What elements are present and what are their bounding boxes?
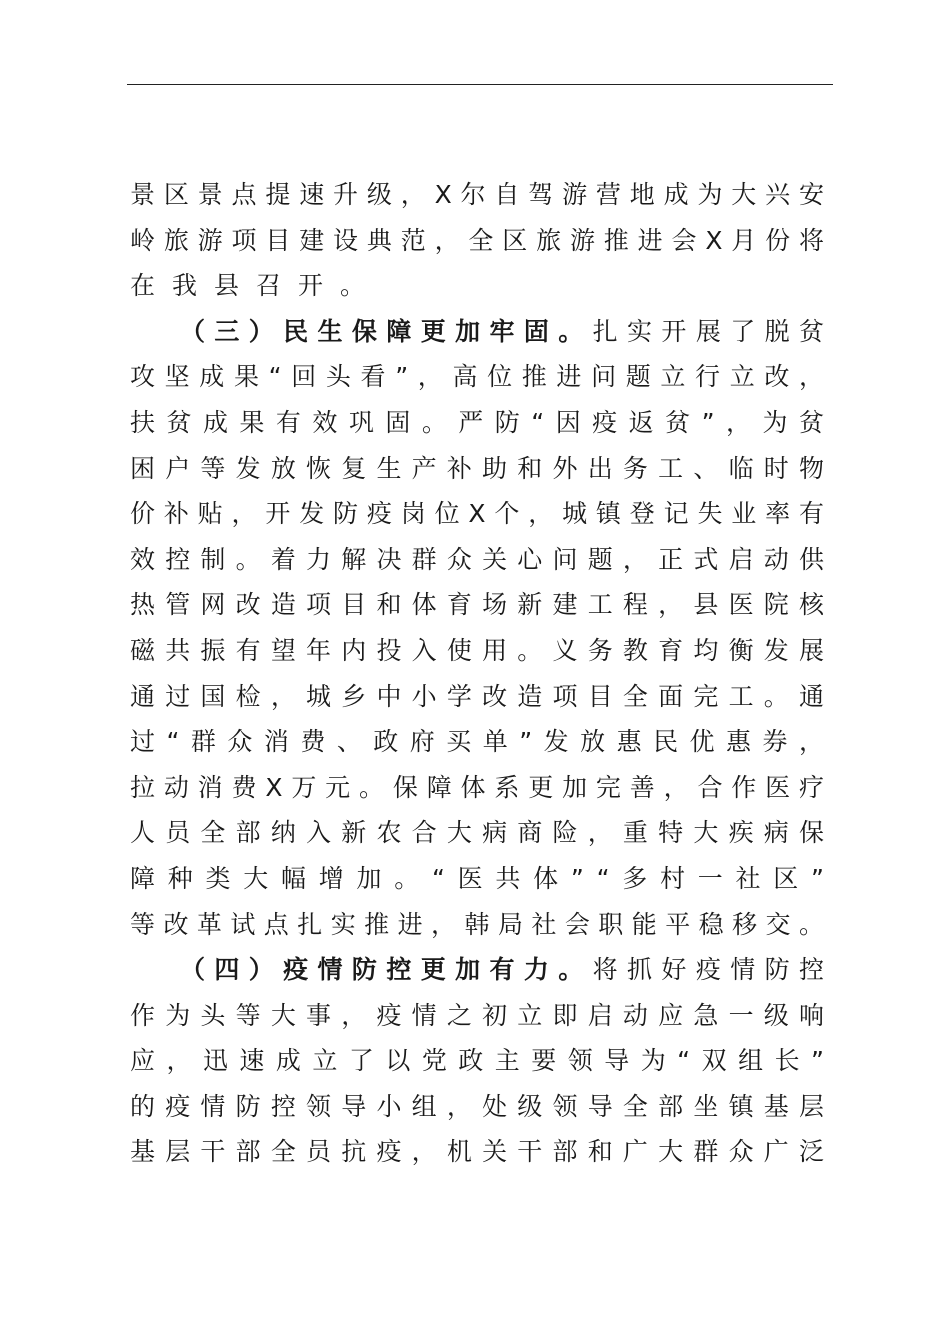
section-text: 将抓好疫情防控 [592, 955, 834, 985]
section-heading: （四）疫情防控更加有力。 [180, 955, 593, 985]
line-text: 应，迅速成立了以党政主要领导为“双组长” [130, 1046, 836, 1076]
text-line [130, 993, 835, 1039]
text-line [130, 719, 836, 765]
text-line [130, 354, 834, 400]
line-text: 拉动消费X万元。保障体系更加完善，合作医疗 [130, 772, 833, 802]
text-line [130, 902, 833, 948]
section-text: 扎实开展了脱贫 [592, 316, 834, 346]
paragraph-heading-line [130, 947, 834, 993]
text-line [130, 810, 835, 856]
line-text: 困户等发放恢复生产补助和外出务工、临时物 [130, 453, 835, 483]
text-line [130, 765, 833, 811]
line-text: 攻坚成果“回头看”，高位推进问题立行立改， [130, 362, 834, 392]
line-text: 的疫情防控领导小组，处级领导全部坐镇基层 [130, 1091, 835, 1121]
text-line [130, 582, 835, 628]
text-line [130, 856, 837, 902]
text-line [130, 1129, 835, 1175]
text-line [130, 446, 835, 492]
line-text: 岭旅游项目建设典范，全区旅游推进会X月份将 [130, 225, 833, 255]
line-text: 等改革试点扎实推进，韩局社会职能平稳移交。 [130, 909, 833, 939]
line-text: 过“群众消费、政府买单”发放惠民优惠券， [130, 727, 836, 757]
text-line [130, 218, 833, 264]
line-text: 价补贴，开发防疫岗位X个，城镇登记失业率有 [130, 499, 833, 529]
header-rule [127, 84, 833, 85]
text-line [130, 1084, 835, 1130]
line-text: 景区景点提速升级，X尔自驾游营地成为大兴安 [130, 180, 833, 209]
line-text: 作为头等大事，疫情之初立即启动应急一级响 [130, 1000, 835, 1030]
text-line [130, 400, 836, 446]
line-text: 基层干部全员抗疫，机关干部和广大群众广泛 [130, 1137, 835, 1167]
text-line [130, 1038, 836, 1084]
section-heading: （三）民生保障更加牢固。 [180, 316, 593, 346]
line-text: 通过国检，城乡中小学改造项目全面完工。通 [130, 681, 835, 711]
text-line [130, 491, 833, 537]
text-line [130, 263, 824, 309]
text-line [130, 674, 835, 720]
text-line [130, 537, 835, 583]
line-text: 在我县召开。 [130, 271, 383, 301]
paragraph-heading-line [130, 309, 834, 355]
text-line [130, 628, 835, 674]
line-text: 效控制。着力解决群众关心问题，正式启动供 [130, 544, 835, 574]
line-text: 热管网改造项目和体育场新建工程，县医院核 [130, 590, 835, 620]
document-body [130, 172, 837, 1175]
line-text: 扶贫成果有效巩固。严防“因疫返贫”，为贫 [130, 407, 836, 437]
text-line [130, 172, 833, 218]
line-text: 磁共振有望年内投入使用。义务教育均衡发展 [130, 635, 835, 665]
line-text: 障种类大幅增加。“医共体”“多村一社区” [130, 863, 837, 893]
line-text: 人员全部纳入新农合大病商险，重特大疾病保 [130, 818, 835, 848]
